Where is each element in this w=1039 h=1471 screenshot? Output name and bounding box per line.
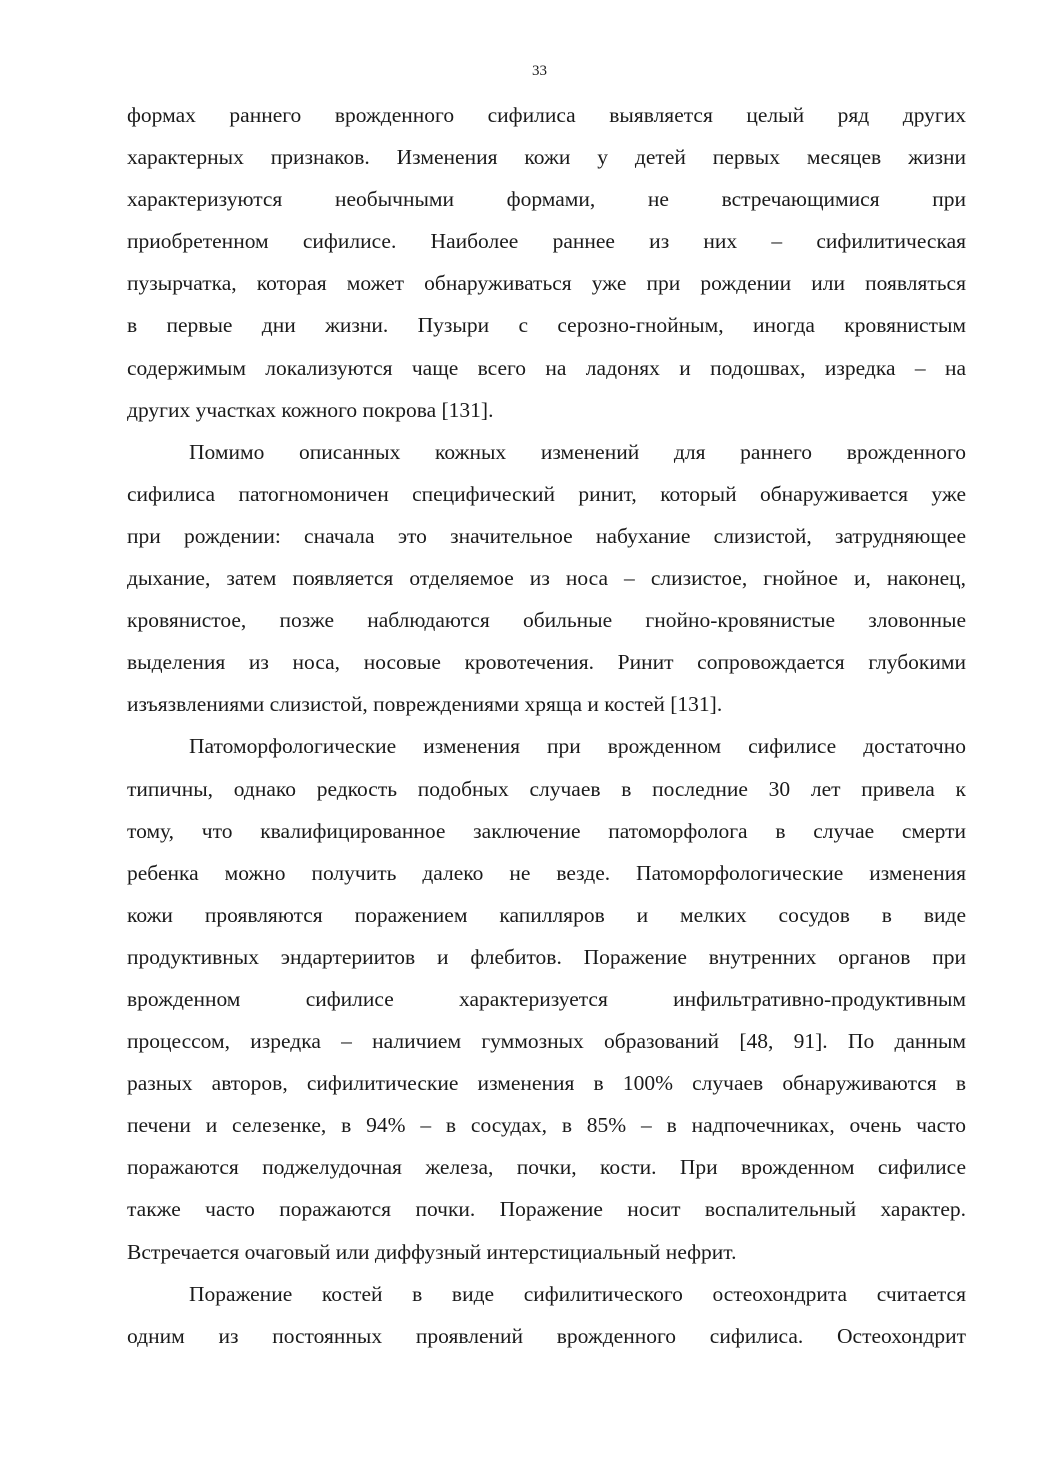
- text-line: кожи проявляются поражением капилляров и мелких сосудов в виде: [127, 902, 966, 927]
- paragraph-4: [127, 1273, 966, 1357]
- text-line: в первые дни жизни. Пузыри с серозно-гнойным, иногда кровянистым: [127, 313, 966, 338]
- text-line: разных авторов, сифилитические изменения в 100% случаев обнаруживаются в: [127, 1071, 966, 1096]
- body-text: [127, 94, 966, 1357]
- text-line: ребенка можно получить далеко не везде. Патоморфологические изменения: [127, 860, 966, 885]
- text-line: содержимым локализуются чаще всего на ладонях и подошвах, изредка – на: [127, 355, 966, 380]
- text-line: дыхание, затем появляется отделяемое из носа – слизистое, гнойное и, наконец,: [127, 566, 966, 591]
- text-line: одним из постоянных проявлений врожденного сифилиса. Остеохондрит: [127, 1323, 966, 1348]
- text-line: также часто поражаются почки. Поражение носит воспалительный характер.: [127, 1197, 966, 1222]
- text-line: других участках кожного покрова [131].: [127, 397, 494, 422]
- text-line: процессом, изредка – наличием гуммозных образований [48, 91]. По данным: [127, 1029, 966, 1054]
- text-line: печени и селезенке, в 94% – в сосудах, в 85% – в надпочечниках, очень часто: [127, 1113, 966, 1138]
- text-line: формах раннего врожденного сифилиса выявляется целый ряд других: [127, 103, 966, 127]
- text-line: тому, что квалифицированное заключение патоморфолога в случае смерти: [127, 818, 966, 843]
- text-line: Встречается очаговый или диффузный интерстициальный нефрит.: [127, 1239, 737, 1264]
- paragraph-3: [127, 725, 966, 1272]
- paragraph-1: [127, 94, 966, 431]
- paragraph-2: [127, 431, 966, 726]
- text-line: врожденном сифилисе характеризуется инфильтративно-продуктивным: [127, 986, 966, 1011]
- text-line: типичны, однако редкость подобных случаев в последние 30 лет привела к: [127, 776, 966, 801]
- text-line: приобретенном сифилисе. Наиболее раннее из них – сифилитическая: [127, 229, 966, 254]
- text-line: при рождении: сначала это значительное набухание слизистой, затрудняющее: [127, 523, 966, 548]
- text-line: сифилиса патогномоничен специфический ринит, который обнаруживается уже: [127, 481, 966, 506]
- text-line: Поражение костей в виде сифилитического остеохондрита считается: [189, 1281, 966, 1306]
- text-line: пузырчатка, которая может обнаруживаться уже при рождении или появляться: [127, 271, 966, 296]
- text-line: изъязвлениями слизистой, повреждениями хряща и костей [131].: [127, 692, 723, 717]
- text-line: характеризуются необычными формами, не встречающимися при: [127, 187, 966, 212]
- text-line: Патоморфологические изменения при врожденном сифилисе достаточно: [189, 734, 966, 759]
- text-line: выделения из носа, носовые кровотечения. Ринит сопровождается глубокими: [127, 650, 966, 675]
- text-line: Помимо описанных кожных изменений для раннего врожденного: [189, 439, 966, 464]
- text-line: кровянистое, позже наблюдаются обильные гнойно-кровянистые зловонные: [127, 608, 966, 633]
- text-line: продуктивных эндартериитов и флебитов. Поражение внутренних органов при: [127, 944, 966, 969]
- text-line: характерных признаков. Изменения кожи у детей первых месяцев жизни: [127, 145, 966, 170]
- text-line: поражаются поджелудочная железа, почки, кости. При врожденном сифилисе: [127, 1155, 966, 1180]
- page-number: 33: [532, 63, 547, 79]
